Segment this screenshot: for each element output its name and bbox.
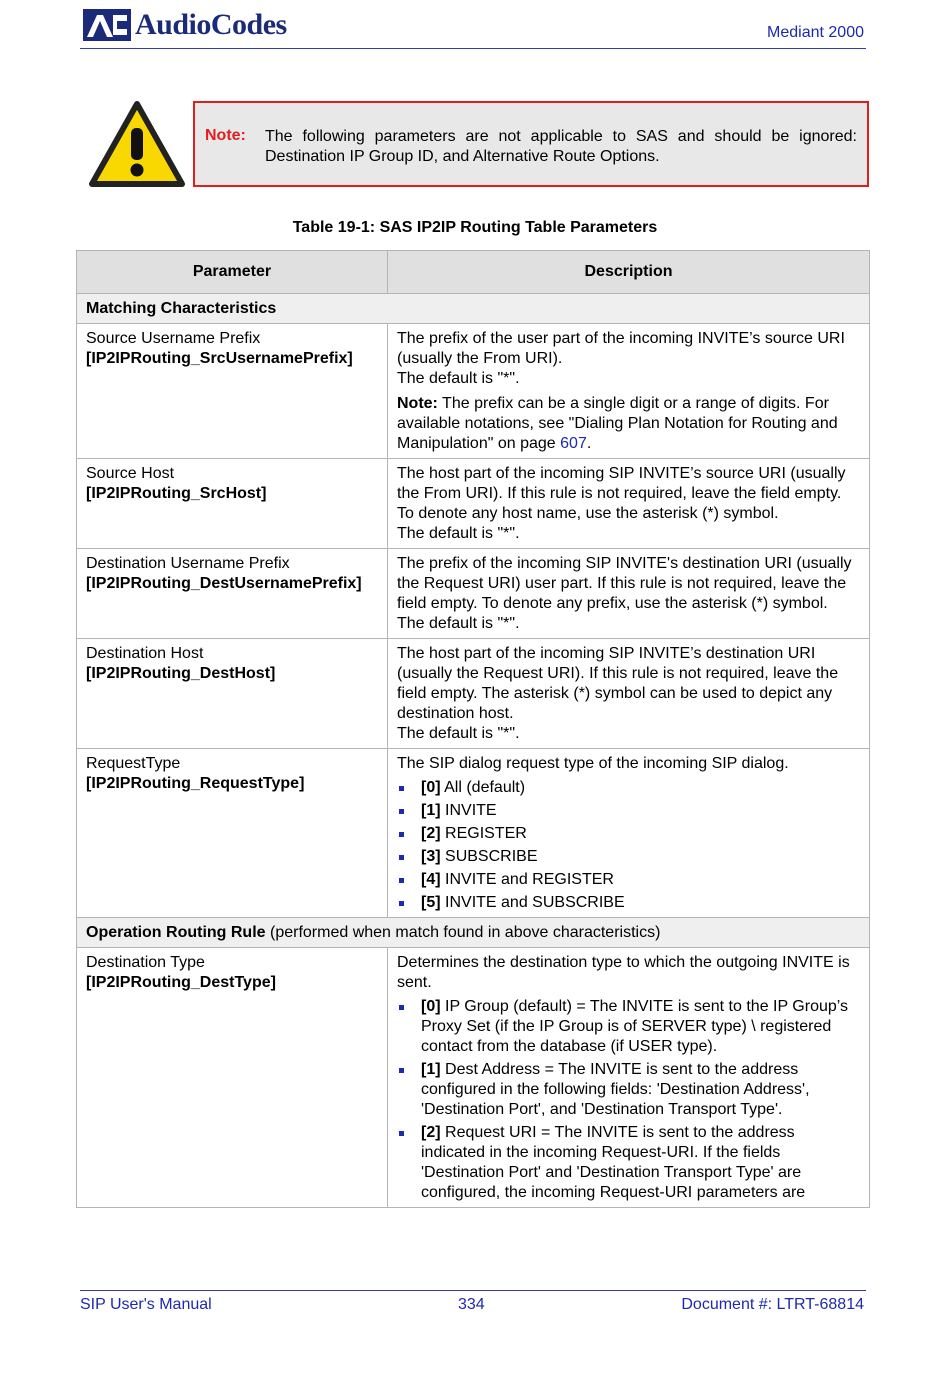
note-box [193,101,869,187]
warning-icon [88,100,186,188]
logo-text: AudioCodes [135,8,287,41]
section-row-matching [77,294,870,324]
table-row [77,639,870,749]
param-key: [IP2IPRouting_RequestType] [86,775,305,792]
param-name: RequestType [86,755,181,772]
option-list [397,778,861,913]
table-row [77,459,870,549]
list-item: [2] Request URI = The INVITE is sent to the address indicated in the incoming Request-URI. If the fields 'Destination Port' and 'Destination Transport Type' are configured, the incoming Request-URI parameters are [397,1123,861,1203]
param-key: [IP2IPRouting_SrcHost] [86,485,267,502]
note-text: The following parameters are not applicable to SAS and should be ignored: Destination IP Group ID, and Alternative Route Options. [265,128,857,165]
table-header-row [77,251,870,294]
list-item: [1] INVITE [397,801,861,821]
param-description: The prefix of the user part of the incoming INVITE’s source URI (usually the From URI). [397,330,845,367]
section-row-operation [77,918,870,948]
section-subtitle: (performed when match found in above characteristics) [270,924,661,941]
list-item: [3] SUBSCRIBE [397,847,861,867]
product-name: Mediant 2000 [767,24,864,41]
param-name: Source Host [86,465,175,482]
table-row [77,549,870,639]
param-description: The SIP dialog request type of the incoming SIP dialog. [397,755,789,772]
parameters-table [76,250,870,1208]
param-description: Determines the destination type to which the outgoing INVITE is sent. [397,954,850,991]
param-description: The host part of the incoming SIP INVITE’s source URI (usually the From URI). If this rule is not required, leave the field empty. To denote any host name, use the asterisk (*) symbol. [397,465,846,522]
table-row [77,749,870,918]
param-default: The default is "*". [397,370,520,387]
section-title: Matching Characteristics [86,300,277,317]
param-note-end: . [586,435,592,452]
table-caption: Table 19-1: SAS IP2IP Routing Table Parameters [292,219,658,236]
param-name: Destination Host [86,645,204,662]
audiocodes-logo [83,8,287,42]
list-item: [1] Dest Address = The INVITE is sent to the address configured in the following fields: 'Destination Address', 'Destination Port', and 'Destination Transport Type'. [397,1060,861,1120]
page-number: 334 [458,1296,485,1313]
note-label: Note: [205,127,246,144]
param-default: The default is "*". [397,725,520,742]
document-number: Document #: LTRT-68814 [681,1296,864,1313]
page-header [80,6,866,49]
logo-mark-icon [83,9,131,41]
list-item: [5] INVITE and SUBSCRIBE [397,893,861,913]
list-item: [2] REGISTER [397,824,861,844]
section-title: Operation Routing Rule [86,924,266,941]
table-row [77,948,870,1208]
param-name: Destination Username Prefix [86,555,290,572]
param-note-text: The prefix can be a single digit or a range of digits. For available notations, see "Dialing Plan Notation for Routing and Manipulation" on page [397,395,838,452]
column-header-parameter: Parameter [77,251,388,294]
param-key: [IP2IPRouting_DestUsernamePrefix] [86,575,362,592]
param-key: [IP2IPRouting_DestType] [86,974,276,991]
column-header-description: Description [388,251,870,294]
param-description: The host part of the incoming SIP INVITE’s destination URI (usually the Request URI). If this rule is not required, leave the field empty. The asterisk (*) symbol can be used to depict any destination host. [397,645,839,722]
param-default: The default is "*". [397,525,520,542]
param-default: The default is "*". [397,615,520,632]
param-note-label: Note: [397,395,438,412]
option-list [397,997,861,1203]
param-name: Destination Type [86,954,205,971]
list-item: [4] INVITE and REGISTER [397,870,861,890]
footer-manual-title: SIP User's Manual [80,1296,212,1313]
list-item: [0] All (default) [397,778,861,798]
table-row [77,324,870,459]
page-link[interactable]: 607 [560,435,587,452]
param-description: The prefix of the incoming SIP INVITE's destination URI (usually the Request URI) user part. If this rule is not required, leave the field empty. To denote any prefix, use the asterisk (*) symbol. [397,555,852,612]
param-name: Source Username Prefix [86,330,261,347]
param-key: [IP2IPRouting_SrcUsernamePrefix] [86,350,353,367]
param-note [397,394,861,454]
param-key: [IP2IPRouting_DestHost] [86,665,276,682]
page-footer [80,1290,866,1313]
list-item: [0] IP Group (default) = The INVITE is sent to the IP Group’s Proxy Set (if the IP Group is of SERVER type) \ registered contact from the database (if USER type). [397,997,861,1057]
